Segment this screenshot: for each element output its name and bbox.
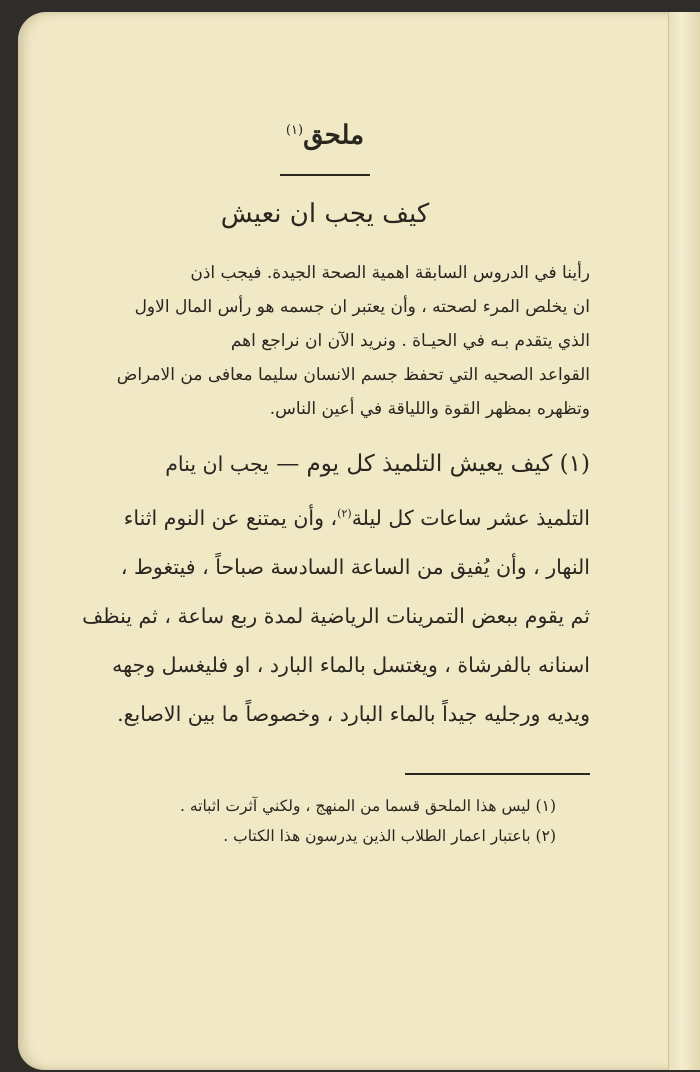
intro-line: القواعد الصحيه التي تحفظ جسم الانسان سليما معافى من الامراض: [116, 365, 590, 385]
section-line: النهار ، وأن يُفيق من الساعة السادسة صباحاً ، فيتغوط ،: [120, 554, 590, 579]
footnote: (١) ليس هذا الملحق قسما من المنهج ، ولكني آثرت اثباته .: [179, 796, 556, 815]
section-heading: (١) كيف يعيش التلميذ كل يوم —: [268, 451, 590, 477]
section-line: [60, 489, 590, 543]
section-text: يجب ان ينام: [165, 452, 269, 476]
section-line: [60, 440, 590, 489]
heading-footnote-mark: (١): [285, 123, 304, 138]
intro-line: ان يخلص المرء لصحته ، وأن يعتبر ان جسمه هو رأس المال الاول: [134, 297, 590, 317]
page-content: [60, 108, 590, 851]
intro-paragraph: [60, 256, 590, 426]
footnote-divider: [405, 773, 590, 775]
section-line: ويديه ورجليه جيداً بالماء البارد ، وخصوصاً ما بين الاصابع.: [117, 701, 590, 726]
footnotes: [60, 791, 590, 851]
section-daily-routine: [60, 440, 590, 739]
intro-line: وتظهره بمظهر القوة واللياقة في أعين الناس.: [269, 399, 590, 419]
footnote: (٢) باعتبار اعمار الطلاب الذين يدرسون هذا الكتاب .: [223, 826, 556, 845]
appendix-title: ملحق: [303, 120, 365, 151]
section-line: ثم يقوم ببعض التمرينات الرياضية لمدة ربع ساعة ، ثم ينظف: [82, 603, 590, 628]
appendix-heading: [60, 108, 590, 154]
page-fore-edge: [668, 12, 700, 1070]
section-text: التلميذ عشر ساعات كل ليلة: [351, 505, 590, 530]
title-divider: [280, 174, 370, 176]
section-line: اسنانه بالفرشاة ، ويغتسل بالماء البارد ، او فليغسل وجهه: [112, 652, 590, 677]
section-text: ، وأن يمتنع عن النوم اثناء: [123, 505, 338, 530]
intro-line: الذي يتقدم بـه في الحيـاة . ونريد الآن ان نراجع اهم: [230, 331, 590, 351]
chapter-subtitle: كيف يجب ان نعيش: [220, 199, 430, 229]
footnote-mark: (٢): [337, 507, 352, 520]
intro-line: رأينا في الدروس السابقة اهمية الصحة الجيدة. فيجب اذن: [190, 263, 590, 283]
